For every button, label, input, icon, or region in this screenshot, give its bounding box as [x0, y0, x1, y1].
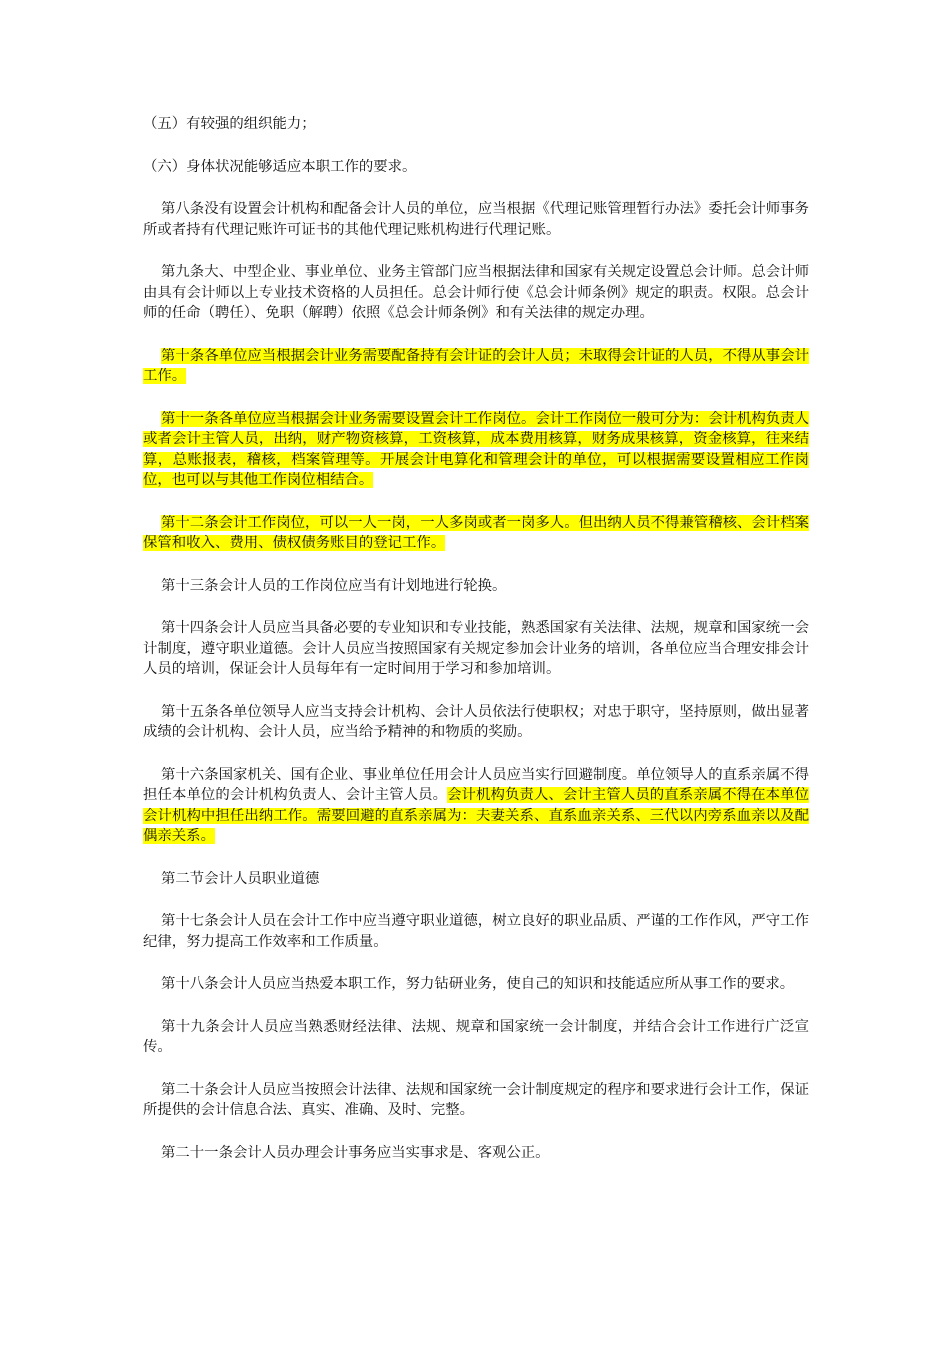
- plain-text: 第十六条国家机关、国有企业、事业单位任用会计人员应当实行回避制度。单位领导人的直系亲属不得担任本单位的会计机构负责人、会计主管人员。: [143, 766, 809, 803]
- section-heading: 第二节会计人员职业道德: [161, 870, 320, 887]
- paragraph-article-17: 第十七条会计人员在会计工作中应当遵守职业道德，树立良好的职业品质、严谨的工作作风，严守工作纪律，努力提高工作效率和工作质量。: [143, 913, 809, 950]
- highlighted-text: 第十二条会计工作岗位，可以一人一岗，一人多岗或者一岗多人。但出纳人员不得兼管稽核、会计档案保管和收入、费用、债权债务账目的登记工作。: [143, 514, 809, 551]
- highlighted-text: 第十一条各单位应当根据会计业务需要设置会计工作岗位。会计工作岗位一般可分为：会计机构负责人或者会计主管人员，出纳，财产物资核算，工资核算，成本费用核算，财务成果核算，资金核算，往来结算，总账报表，稽核，档案管理等。开展会计电算化和管理会计的单位，可以根据需要设置相应工作岗位，也可以与其他工作岗位相结合。: [143, 410, 809, 488]
- paragraph-article-12: [143, 513, 809, 554]
- highlighted-text: 会计机构负责人、会计主管人员的直系亲属不得在本单位会计机构中担任出纳工作。需要回避的直系亲属为：夫妻关系、直系血亲关系、三代以内旁系血亲以及配偶亲关系。: [143, 787, 809, 844]
- paragraph-article-9: 第九条大、中型企业、事业单位、业务主管部门应当根据法律和国家有关规定设置总会计师。总会计师由具有会计师以上专业技术资格的人员担任。总会计师行使《总会计师条例》规定的职责。权限。总会计师的任命（聘任）、免职（解聘）依照《总会计师条例》和有关法律的规定办理。: [143, 264, 809, 321]
- paragraph-article-16: [143, 765, 809, 847]
- paragraph-article-11: [143, 409, 809, 491]
- paragraph-article-20: 第二十条会计人员应当按照会计法律、法规和国家统一会计制度规定的程序和要求进行会计工作，保证所提供的会计信息合法、真实、准确、及时、完整。: [143, 1081, 809, 1118]
- paragraph-article-14: 第十四条会计人员应当具备必要的专业知识和专业技能，熟悉国家有关法律、法规，规章和国家统一会计制度，遵守职业道德。会计人员应当按照国家有关规定参加会计业务的培训，各单位应当合理安排会计人员的培训，保证会计人员每年有一定时间用于学习和参加培训。: [143, 620, 809, 677]
- paragraph-article-18: 第十八条会计人员应当热爱本职工作，努力钻研业务，使自己的知识和技能适应所从事工作的要求。: [161, 976, 795, 992]
- paragraph-article-13: 第十三条会计人员的工作岗位应当有计划地进行轮换。: [161, 577, 507, 594]
- paragraph-article-19: 第十九条会计人员应当熟悉财经法律、法规、规章和国家统一会计制度，并结合会计工作进行广泛宣传。: [143, 1018, 809, 1055]
- paragraph-article-8: 第八条没有设置会计机构和配备会计人员的单位，应当根据《代理记账管理暂行办法》委托会计师事务所或者持有代理记账许可证书的其他代理记账机构进行代理记账。: [143, 201, 809, 238]
- paragraph-article-15: 第十五条各单位领导人应当支持会计机构、会计人员依法行使职权；对忠于职守，坚持原则，做出显著成绩的会计机构、会计人员，应当给予精神的和物质的奖励。: [143, 703, 809, 740]
- highlighted-text: 第十条各单位应当根据会计业务需要配备持有会计证的会计人员；未取得会计证的人员，不得从事会计工作。: [143, 347, 809, 384]
- paragraph-item-5: （五）有较强的组织能力；: [143, 116, 316, 132]
- paragraph-item-6: （六）身体状况能够适应本职工作的要求。: [143, 158, 417, 175]
- document-body: [143, 114, 809, 1185]
- paragraph-article-21: 第二十一条会计人员办理会计事务应当实事求是、客观公正。: [161, 1144, 550, 1161]
- paragraph-article-10: [143, 346, 809, 387]
